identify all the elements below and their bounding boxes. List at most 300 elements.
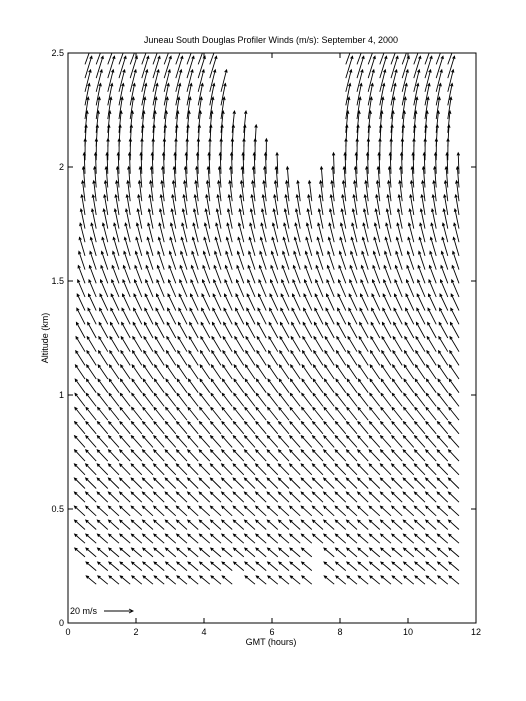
wind-arrow [336, 365, 346, 379]
wind-arrow [417, 294, 425, 311]
wind-arrow [155, 351, 164, 366]
wind-arrow [142, 464, 153, 475]
wind-arrow [324, 548, 334, 557]
wind-arrow [269, 322, 278, 338]
wind-arrow [165, 478, 176, 489]
wind-arrow [89, 280, 96, 297]
wind-arrow [391, 56, 398, 78]
wind-arrow [369, 450, 380, 461]
wind-arrow [426, 464, 437, 475]
wind-arrow [86, 422, 96, 434]
wind-arrow [177, 548, 187, 557]
wind-arrow [302, 365, 312, 379]
wind-arrow [142, 478, 153, 489]
wind-arrow [131, 436, 142, 448]
plot-frame [68, 53, 476, 623]
wind-arrow [210, 492, 221, 502]
wind-arrow [392, 492, 403, 502]
wind-arrow [178, 337, 187, 352]
wind-arrow [426, 407, 436, 420]
wind-arrow [450, 322, 459, 338]
wind-arrow [369, 464, 380, 475]
wind-arrow [395, 280, 402, 297]
wind-arrow [440, 308, 448, 324]
wind-arrow [132, 393, 142, 406]
wind-arrow [176, 464, 187, 475]
wind-arrow [415, 450, 426, 461]
wind-arrow [222, 534, 232, 543]
chart-title: Juneau South Douglas Profiler Winds (m/s): September 4, 2000 [143, 35, 399, 45]
wind-arrow [335, 450, 346, 461]
wind-arrow [267, 422, 277, 434]
wind-arrow [134, 294, 142, 311]
wind-arrow [177, 450, 188, 461]
wind-arrow [324, 379, 334, 393]
wind-arrow [439, 351, 448, 366]
x-tick-label: 10 [402, 627, 414, 637]
wind-arrow [154, 450, 165, 461]
wind-arrow [121, 351, 130, 366]
wind-arrow [360, 322, 369, 338]
wind-arrow [346, 478, 357, 489]
wind-arrow [259, 280, 266, 297]
wind-arrow [97, 436, 108, 448]
wind-arrow [143, 365, 153, 379]
wind-arrow [335, 436, 346, 448]
wind-arrow [449, 534, 459, 543]
wind-arrow [236, 280, 243, 297]
wind-arrow [156, 322, 165, 338]
wind-arrow [120, 379, 130, 393]
wind-arrow [154, 393, 164, 406]
wind-arrow [131, 492, 142, 502]
wind-arrow [97, 464, 108, 475]
wind-arrow [428, 308, 436, 324]
wind-arrow [405, 351, 414, 366]
wind-arrow [236, 294, 244, 311]
wind-arrow [426, 436, 436, 448]
wind-arrow [109, 379, 119, 393]
wind-arrow [144, 322, 153, 338]
wind-arrow [281, 308, 289, 324]
wind-arrow [188, 407, 198, 420]
wind-arrow [304, 280, 311, 297]
wind-arrow [120, 422, 130, 434]
wind-arrow [301, 534, 311, 543]
wind-arrow [290, 548, 300, 557]
wind-arrow [233, 478, 244, 489]
wind-arrow [403, 464, 414, 475]
wind-arrow [268, 576, 278, 584]
wind-arrow [188, 422, 198, 434]
wind-arrow [450, 337, 459, 352]
wind-arrow [188, 534, 198, 543]
wind-arrow [269, 351, 278, 366]
wind-arrow [120, 393, 130, 406]
wind-arrow [111, 294, 119, 311]
wind-arrow [439, 337, 448, 352]
wind-arrow [347, 562, 357, 571]
wind-arrow [381, 534, 391, 543]
wind-arrow [281, 294, 289, 311]
wind-arrow [168, 280, 175, 297]
wind-arrow [120, 436, 130, 448]
wind-arrow [279, 576, 289, 584]
wind-arrow [134, 308, 142, 324]
wind-arrow [109, 548, 119, 557]
wind-arrow [244, 492, 255, 502]
wind-arrow [267, 506, 278, 516]
wind-arrow [76, 322, 85, 338]
wind-arrow [188, 562, 198, 571]
wind-arrow [437, 478, 448, 489]
wind-arrow [371, 351, 380, 366]
wind-arrow [427, 365, 437, 379]
wind-arrow [223, 337, 232, 352]
wind-arrow [211, 393, 221, 406]
wind-arrow [325, 365, 335, 379]
wind-arrow [201, 337, 210, 352]
wind-arrow [110, 322, 119, 338]
wind-arrow [312, 464, 323, 475]
wind-arrow [178, 351, 187, 366]
wind-arrow [279, 562, 289, 571]
wind-arrow [256, 492, 267, 502]
wind-arrow [313, 379, 323, 393]
wind-arrow [415, 365, 425, 379]
wind-arrow [394, 294, 402, 311]
wind-arrow [338, 280, 345, 297]
wind-arrow [347, 379, 357, 393]
wind-arrow [267, 450, 278, 461]
wind-arrow [392, 393, 402, 406]
wind-arrow [335, 478, 346, 489]
wind-arrow [144, 337, 153, 352]
wind-arrow [188, 576, 198, 584]
wind-arrow [324, 393, 334, 406]
wind-arrow [168, 294, 176, 311]
wind-arrow [369, 422, 379, 434]
wind-arrow [121, 365, 131, 379]
wind-arrow [415, 393, 425, 406]
wind-arrow [246, 322, 255, 338]
wind-arrow [267, 464, 278, 475]
x-tick-label: 12 [470, 627, 482, 637]
wind-arrow [178, 322, 187, 338]
wind-arrow [168, 308, 176, 324]
wind-arrow [131, 422, 141, 434]
wind-arrow [348, 351, 357, 366]
wind-arrow [414, 56, 421, 78]
wind-arrow [120, 562, 130, 571]
wind-arrow [392, 379, 402, 393]
wind-arrow [450, 351, 459, 366]
wind-arrow [406, 280, 413, 297]
wind-arrow [120, 506, 131, 516]
x-tick-label: 0 [65, 627, 71, 637]
wind-arrow [405, 337, 414, 352]
wind-arrow [234, 562, 244, 571]
wind-arrow [380, 506, 391, 516]
wind-arrow [233, 450, 244, 461]
wind-arrow [349, 308, 357, 324]
wind-arrow [256, 393, 266, 406]
wind-arrow [428, 294, 436, 311]
wind-arrow [346, 56, 353, 78]
wind-arrow [372, 280, 379, 297]
wind-arrow [98, 576, 108, 584]
wind-arrow [244, 464, 255, 475]
wind-arrow [449, 379, 459, 393]
wind-arrow [440, 280, 447, 297]
wind-arrow [438, 393, 448, 406]
reference-vector-key [70, 606, 133, 616]
wind-arrow [235, 351, 244, 366]
wind-arrow [233, 464, 244, 475]
wind-arrow [267, 436, 278, 448]
wind-arrow [304, 308, 312, 324]
wind-arrow [74, 478, 85, 489]
wind-arrow [357, 56, 364, 78]
wind-arrow [301, 464, 312, 475]
wind-arrow [426, 534, 436, 543]
wind-arrow [346, 506, 357, 516]
wind-arrow [119, 56, 126, 78]
wind-arrow [143, 436, 154, 448]
wind-arrow [437, 450, 448, 461]
wind-arrow [426, 520, 437, 529]
wind-arrow [414, 506, 425, 516]
wind-arrow [279, 436, 290, 448]
wind-arrow [449, 562, 459, 571]
wind-arrow [347, 365, 357, 379]
wind-arrow [302, 548, 312, 557]
wind-arrow [403, 534, 413, 543]
wind-arrow [97, 492, 108, 502]
wind-arrow [279, 393, 289, 406]
wind-arrow [381, 548, 391, 557]
wind-arrow [270, 294, 278, 311]
wind-arrow [358, 450, 369, 461]
wind-arrow [155, 337, 164, 352]
wind-arrow [302, 576, 312, 584]
wind-arrow [202, 294, 210, 311]
wind-arrow [381, 422, 391, 434]
wind-arrow [268, 407, 278, 420]
wind-arrow [190, 322, 199, 338]
wind-arrow [256, 436, 266, 448]
wind-arrow [75, 450, 86, 461]
wind-arrow [290, 436, 300, 448]
wind-arrow [86, 407, 96, 420]
wind-arrow [97, 520, 108, 529]
wind-arrow [245, 548, 255, 557]
wind-arrow [437, 436, 448, 448]
wind-arrow [132, 576, 142, 584]
wind-arrow [166, 407, 176, 420]
wind-arrow [143, 379, 153, 393]
wind-arrow [234, 379, 244, 393]
wind-arrow [257, 351, 266, 366]
wind-arrow [381, 520, 392, 529]
wind-arrow [143, 562, 153, 571]
wind-arrow [368, 56, 375, 78]
wind-arrow [279, 450, 290, 461]
wind-arrow [143, 450, 154, 461]
wind-arrow [437, 506, 448, 516]
wind-arrow [279, 422, 289, 434]
wind-arrow [403, 520, 414, 529]
wind-arrow [97, 534, 107, 543]
wind-arrow [86, 576, 96, 584]
wind-arrow [100, 308, 108, 324]
wind-arrow [392, 422, 402, 434]
wind-arrow [109, 534, 119, 543]
wind-arrow [156, 308, 164, 324]
wind-arrow [404, 548, 414, 557]
wind-arrow [270, 280, 277, 297]
wind-arrow [437, 520, 448, 529]
wind-arrow [188, 464, 199, 475]
wind-arrow [425, 56, 432, 78]
wind-arrow [131, 464, 142, 475]
wind-arrow [324, 534, 334, 543]
wind-arrow [393, 351, 402, 366]
wind-arrow [154, 478, 165, 489]
wind-arrow [392, 520, 403, 529]
wind-arrow [256, 520, 267, 529]
wind-arrow [86, 450, 97, 461]
wind-arrow [268, 393, 278, 406]
wind-arrow [222, 422, 232, 434]
wind-arrow [200, 548, 210, 557]
wind-arrow [199, 478, 210, 489]
wind-arrow [313, 436, 324, 448]
wind-arrow [211, 534, 221, 543]
wind-arrow [313, 365, 323, 379]
wind-arrow [358, 393, 368, 406]
wind-arrow [143, 407, 153, 420]
wind-arrow [131, 450, 142, 461]
wind-arrow [392, 464, 403, 475]
wind-arrow [290, 464, 301, 475]
wind-arrow [165, 422, 175, 434]
wind-arrow [290, 562, 300, 571]
wind-arrow [326, 294, 334, 311]
wind-arrow [201, 351, 210, 366]
wind-arrow [133, 351, 142, 366]
wind-arrow [336, 576, 346, 584]
wind-arrow [245, 576, 255, 584]
wind-arrow [258, 322, 267, 338]
wind-arrow [394, 308, 402, 324]
wind-arrow [449, 548, 459, 557]
wind-arrow [426, 548, 436, 557]
wind-arrow [256, 407, 266, 420]
wind-arrow [165, 506, 176, 516]
wind-arrow [449, 450, 460, 461]
wind-arrow [392, 436, 402, 448]
wind-arrow [144, 351, 153, 366]
x-tick-label: 8 [337, 627, 343, 637]
wind-arrow [132, 407, 142, 420]
wind-arrow [86, 562, 96, 571]
wind-arrow [449, 407, 459, 420]
wind-arrow [75, 548, 85, 557]
wind-arrow [426, 379, 436, 393]
wind-arrow [199, 534, 209, 543]
wind-arrow [394, 322, 403, 338]
wind-arrow [247, 294, 255, 311]
wind-arrow [416, 337, 425, 352]
wind-arrow [381, 393, 391, 406]
wind-arrow [256, 464, 267, 475]
wind-arrow [176, 506, 187, 516]
wind-arrow [347, 534, 357, 543]
wind-arrow [99, 322, 108, 338]
wind-arrow [381, 450, 392, 461]
wind-arrow [88, 308, 96, 324]
wind-arrow [211, 407, 221, 420]
wind-arrow [316, 280, 323, 297]
wind-arrow [448, 56, 455, 78]
wind-arrow [350, 280, 357, 297]
wind-arrow [154, 548, 164, 557]
wind-arrow [414, 492, 425, 502]
wind-arrow [428, 322, 437, 338]
wind-arrow [222, 464, 233, 475]
wind-arrow [448, 492, 459, 502]
wind-arrow [112, 280, 119, 297]
wind-arrow [404, 365, 414, 379]
wind-arrow [154, 407, 164, 420]
wind-arrow [233, 534, 243, 543]
wind-arrow [190, 308, 198, 324]
wind-arrow [392, 548, 402, 557]
wind-arrow [279, 520, 290, 529]
wind-arrow [291, 337, 300, 352]
wind-arrow [426, 576, 436, 584]
wind-arrow [324, 407, 334, 420]
wind-arrow [426, 478, 437, 489]
wind-arrow [437, 422, 447, 434]
y-tick-label: 2 [58, 162, 64, 172]
wind-arrow [301, 478, 312, 489]
wind-arrow [315, 294, 323, 311]
wind-arrow [438, 562, 448, 571]
wind-arrow [245, 520, 256, 529]
wind-arrow [268, 562, 278, 571]
wind-arrow [290, 450, 301, 461]
wind-arrow [267, 492, 278, 502]
wind-arrow [280, 351, 289, 366]
wind-arrow [176, 56, 183, 78]
wind-arrow [349, 294, 357, 311]
wind-arrow [210, 506, 221, 516]
wind-arrow [120, 520, 131, 529]
wind-arrow [380, 478, 391, 489]
wind-arrow [75, 534, 85, 543]
wind-arrow [384, 280, 391, 297]
wind-arrow [198, 56, 205, 78]
wind-arrow [188, 520, 199, 529]
wind-arrow [381, 576, 391, 584]
wind-arrow [303, 351, 312, 366]
wind-arrow [347, 436, 358, 448]
wind-arrow [131, 478, 142, 489]
wind-arrow [122, 294, 130, 311]
wind-arrow [222, 492, 233, 502]
